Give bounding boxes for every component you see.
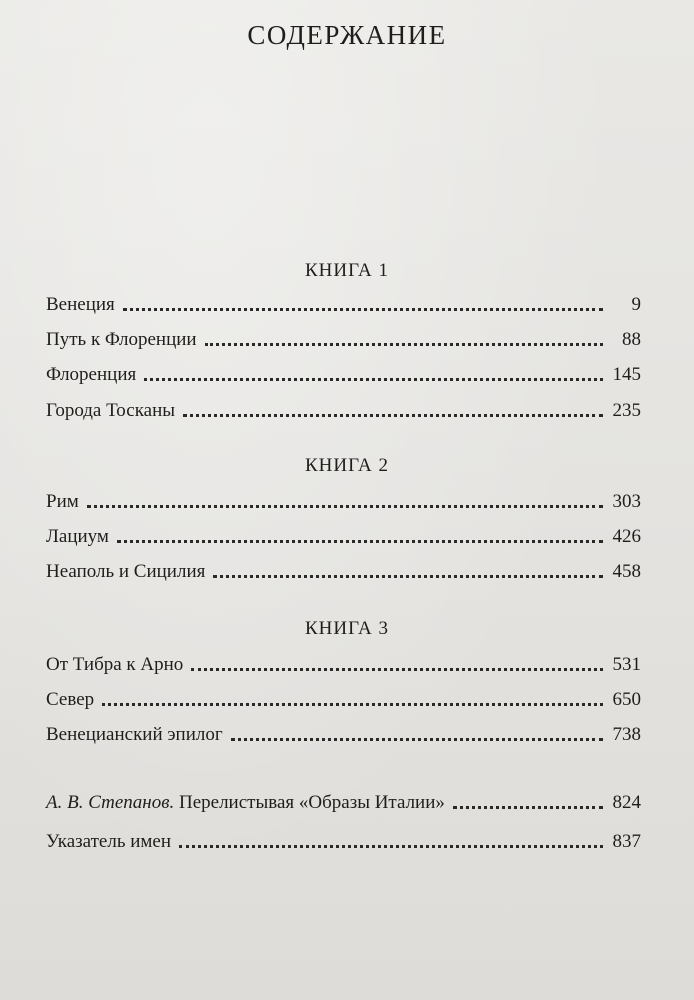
toc-entry-label: Флоренция [46, 364, 137, 385]
dot-leader [87, 505, 603, 508]
toc-page-number: 458 [612, 561, 641, 582]
toc-entry-label [46, 792, 445, 814]
dot-leader [205, 343, 603, 346]
dot-leader [117, 540, 603, 543]
dot-leader [123, 308, 603, 311]
toc-entry-label: Указатель имен [46, 831, 172, 852]
toc-entry-road-to-florence [46, 325, 641, 351]
toc-entry-label: Неаполь и Сицилия [46, 561, 206, 582]
dot-leader [183, 414, 603, 417]
toc-entry-naples-sicily [46, 557, 641, 583]
toc-page-number: 235 [612, 400, 641, 421]
toc-page-number: 738 [612, 724, 641, 745]
toc-entry-afterword [46, 788, 641, 814]
page-title: СОДЕРЖАНИЕ [247, 20, 447, 50]
book-2-heading: КНИГА 2 [304, 455, 389, 476]
toc-entry-name-index [46, 827, 641, 853]
book-1-heading: КНИГА 1 [304, 260, 389, 281]
dot-leader [453, 806, 603, 809]
toc-entry-tuscan-cities [46, 396, 641, 422]
dot-leader [144, 378, 603, 381]
dot-leader [213, 575, 603, 578]
toc-entry-label: Север [46, 689, 95, 710]
toc-page-number: 824 [612, 792, 641, 813]
toc-page-number: 303 [612, 491, 641, 512]
toc-entry-rome [46, 487, 641, 513]
toc-entry-latium [46, 522, 641, 548]
toc-entry-florence [46, 360, 641, 386]
toc-entry-label: Путь к Флоренции [46, 329, 197, 350]
toc-entry-label: Венецианский эпилог [46, 724, 223, 745]
toc-entry-north [46, 685, 641, 711]
toc-page-number: 531 [612, 654, 641, 675]
toc-page-number: 426 [612, 526, 641, 547]
toc-page-number: 145 [612, 364, 641, 385]
toc-entry-label: Лациум [46, 526, 109, 547]
afterword-title: Перелистывая «Образы Италии» [174, 792, 445, 813]
toc-entry-label: Рим [46, 491, 79, 512]
dot-leader [102, 703, 603, 706]
toc-entry-venice [46, 290, 641, 316]
toc-page-number: 88 [622, 329, 641, 350]
toc-page-number: 9 [631, 294, 641, 315]
book-3-heading: КНИГА 3 [304, 618, 389, 639]
dot-leader [191, 668, 603, 671]
toc-entry-venetian-epilogue [46, 720, 641, 746]
toc-entry-label: Города Тосканы [46, 400, 176, 421]
dot-leader [231, 738, 603, 741]
toc-page-number: 837 [612, 831, 641, 852]
toc-page-number: 650 [612, 689, 641, 710]
toc-entry-label: Венеция [46, 294, 115, 315]
toc-entry-tiber-to-arno [46, 650, 641, 676]
afterword-author: А. В. Степанов. [46, 792, 175, 813]
toc-entry-label: От Тибра к Арно [46, 654, 184, 675]
dot-leader [179, 845, 603, 848]
